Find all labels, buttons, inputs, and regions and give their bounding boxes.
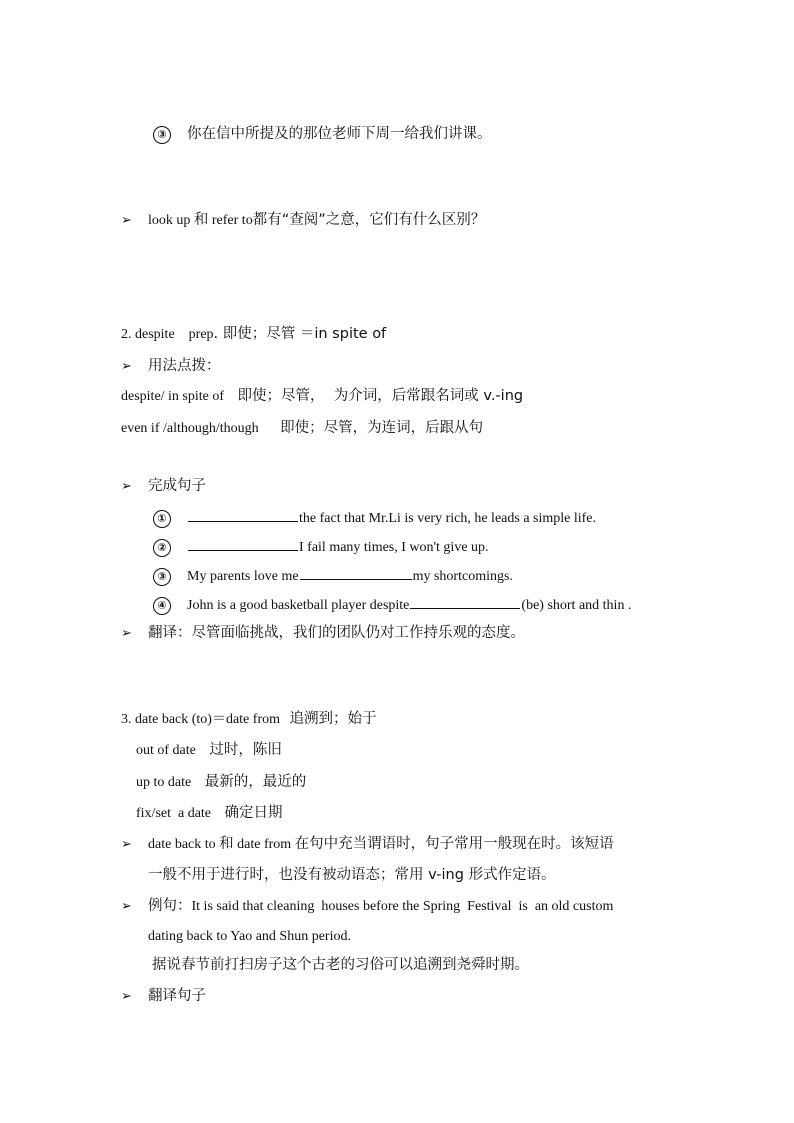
usage-1-zh: 即使；尽管， 为介词，后常跟名词或 v.-ing <box>237 388 524 404</box>
item-3-before: My parents love me <box>187 569 299 584</box>
phrase-zh: 确定日期 <box>224 805 283 821</box>
section-3-heading <box>121 709 377 730</box>
phrase-line-3 <box>136 803 283 824</box>
usage-note-line-1 <box>148 834 614 855</box>
translate-title: 翻译句子 <box>148 988 206 1004</box>
item-number-circle: ③ <box>153 126 171 144</box>
arrow-bullet-icon: ➢ <box>121 478 132 493</box>
item-number-circle: ③ <box>153 568 171 586</box>
heading-en: 2. despite prep <box>121 327 214 342</box>
usage-title: 用法点拨： <box>148 358 221 374</box>
question-rest: 都有“查阅”之意，它们有什么区别？ <box>252 212 486 228</box>
phrase-zh: 最新的，最近的 <box>204 774 307 790</box>
heading-zh: 追溯到；始于 <box>289 711 377 727</box>
note-phrase-a: date back to <box>148 837 216 852</box>
exercise-item-1 <box>187 508 596 529</box>
phrase-line-2 <box>136 772 306 793</box>
usage-line-1 <box>121 386 523 407</box>
example-line-1 <box>148 896 613 917</box>
item-number-circle: ② <box>153 539 171 557</box>
phrase-en: up to date <box>136 775 192 790</box>
answer-blank[interactable] <box>188 508 298 522</box>
conj-he: 和 <box>193 212 209 228</box>
translate-task: 翻译：尽管面临挑战，我们的团队仍对工作持乐观的态度。 <box>148 625 525 641</box>
exercise-item-2 <box>187 537 489 558</box>
item-4-after: (be) short and thin . <box>521 598 632 613</box>
arrow-bullet-icon: ➢ <box>121 898 132 913</box>
arrow-bullet-icon: ➢ <box>121 358 132 373</box>
exercise-item-3 <box>187 566 513 587</box>
note-phrase-b: date from <box>237 837 292 852</box>
question-line <box>148 210 485 231</box>
phrase-look-up: look up <box>148 213 191 228</box>
usage-line-2 <box>121 418 483 439</box>
phrase-refer-to: refer to <box>211 213 253 228</box>
section-2-heading <box>121 324 386 345</box>
phrase-en: fix/set a date <box>136 806 212 821</box>
arrow-bullet-icon: ➢ <box>121 212 132 227</box>
usage-2-zh: 即使；尽管，为连词，后跟从句 <box>280 420 484 436</box>
item-number-circle: ① <box>153 510 171 528</box>
exercise-item-4 <box>187 595 631 616</box>
answer-blank[interactable] <box>410 595 520 609</box>
item-2-after: I fail many times, I won't give up. <box>299 540 489 555</box>
arrow-bullet-icon: ➢ <box>121 988 132 1003</box>
usage-1-en: despite/ in spite of <box>121 389 225 404</box>
item-number-circle: ④ <box>153 597 171 615</box>
phrase-line-1 <box>136 740 282 761</box>
usage-note-line-2: 一般不用于进行时，也没有被动语态；常用 v-ing 形式作定语。 <box>148 867 556 883</box>
complete-title: 完成句子 <box>148 478 206 494</box>
note-conj: 和 <box>219 836 234 852</box>
answer-blank[interactable] <box>188 537 298 551</box>
item-1-after: the fact that Mr.Li is very rich, he leads a simple life. <box>299 511 597 526</box>
example-line-2: dating back to Yao and Shun period. <box>148 929 351 944</box>
item-3-sentence: 你在信中所提及的那位老师下周一给我们讲课。 <box>187 126 492 142</box>
heading-rest: . 即使；尽管 ＝in spite of <box>213 326 387 342</box>
example-translation: 据说春节前打扫房子这个古老的习俗可以追溯到尧舜时期。 <box>152 957 529 973</box>
arrow-bullet-icon: ➢ <box>121 625 132 640</box>
heading-en: 3. date back (to)＝date from <box>121 712 280 727</box>
answer-blank[interactable] <box>300 566 412 580</box>
example-en-1: It is said that cleaning houses before the Spring Festival is an old custom <box>191 899 614 914</box>
item-4-before: John is a good basketball player despite <box>187 598 410 613</box>
item-3-after: my shortcomings. <box>412 569 513 584</box>
example-label: 例句： <box>148 898 192 914</box>
phrase-zh: 过时，陈旧 <box>209 742 282 758</box>
usage-2-en: even if /although/though <box>121 421 259 436</box>
note-rest: 在句中充当谓语时，句子常用一般现在时。该短语 <box>294 836 614 852</box>
arrow-bullet-icon: ➢ <box>121 836 132 851</box>
phrase-en: out of date <box>136 743 196 758</box>
